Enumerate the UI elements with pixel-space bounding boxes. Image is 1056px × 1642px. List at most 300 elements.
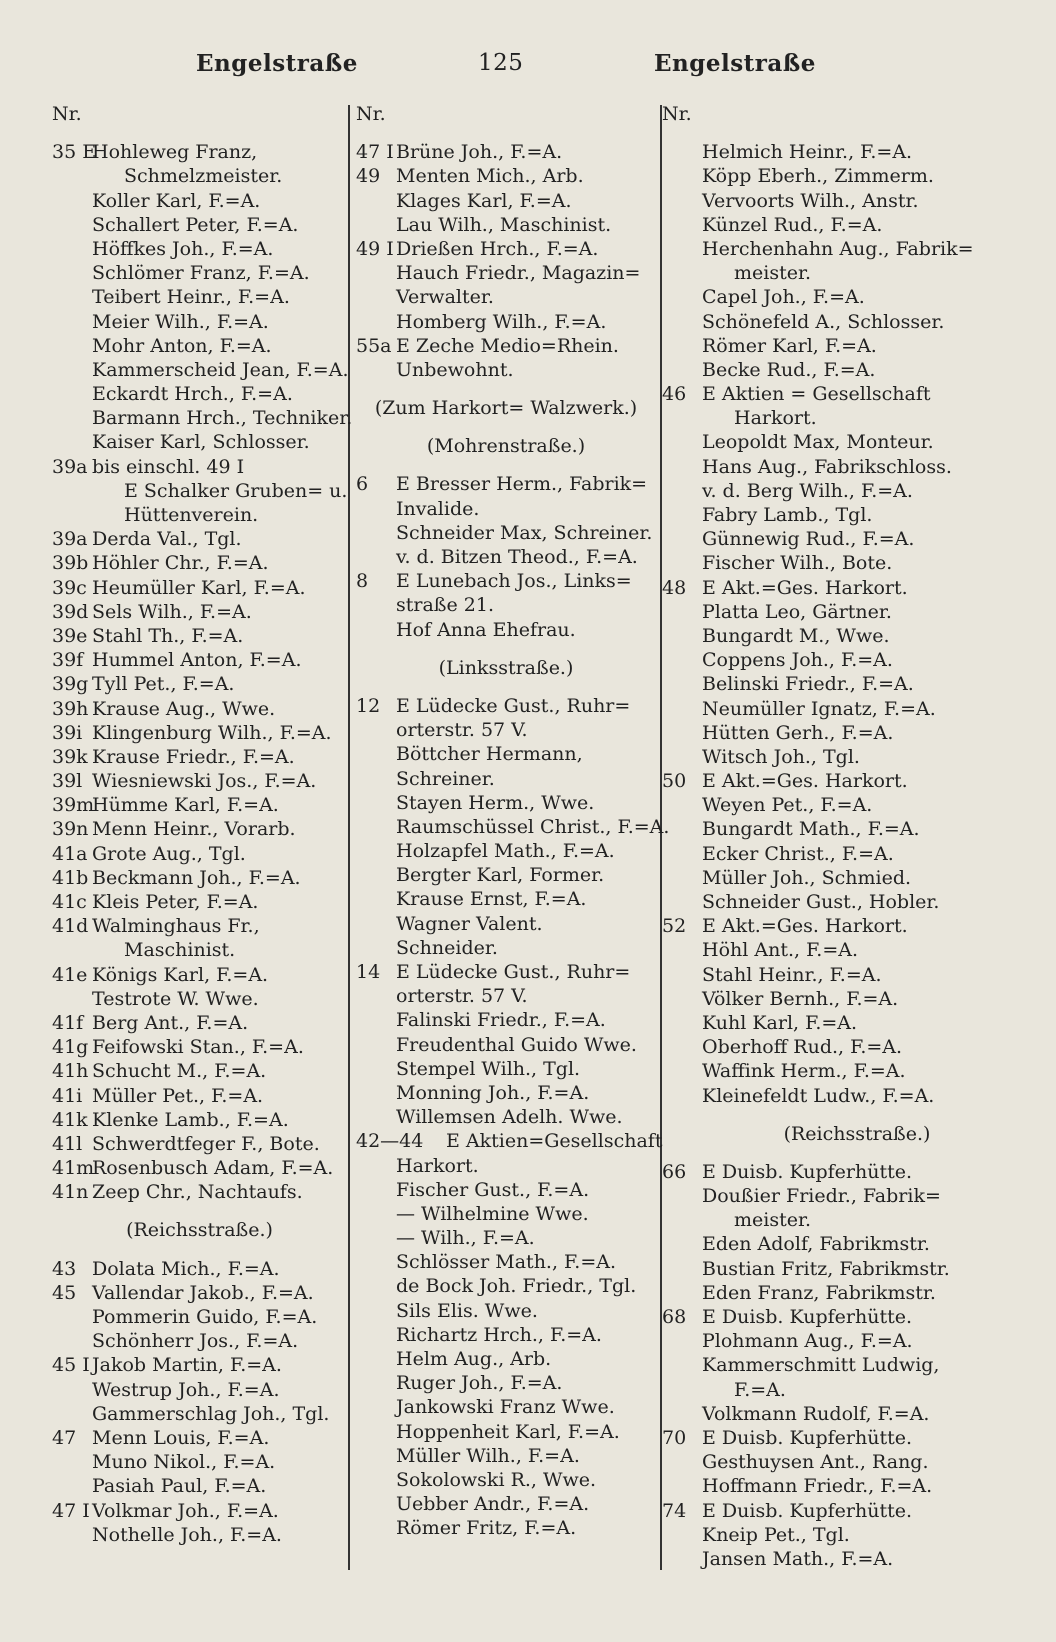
directory-entry — [52, 503, 347, 527]
directory-entry — [662, 938, 1052, 962]
directory-entry — [356, 1299, 656, 1323]
entry-text: Kammerscheid Jean, F.=A. — [92, 358, 349, 381]
directory-entry — [356, 912, 656, 936]
entry-text: Römer Karl, F.=A. — [702, 334, 877, 357]
entry-text: orterstr. 57 V. — [396, 719, 528, 742]
entry-text: Homberg Wilh., F.=A. — [396, 310, 607, 333]
directory-entry — [52, 1474, 347, 1498]
house-number: 46 — [662, 383, 687, 406]
entry-text: Eckardt Hrch., F.=A. — [92, 383, 293, 406]
directory-entry — [356, 569, 656, 593]
directory-entry — [52, 624, 347, 648]
entry-text: E Schalker Gruben= u. — [124, 479, 348, 502]
directory-entry — [52, 1499, 347, 1523]
directory-entry — [662, 745, 1052, 769]
entry-text: Jansen Math., F.=A. — [702, 1547, 894, 1570]
directory-entry — [662, 1232, 1052, 1256]
entry-text: Meier Wilh., F.=A. — [92, 310, 269, 333]
directory-entry — [356, 545, 656, 569]
directory-entry — [356, 936, 656, 960]
entry-text: Grote Aug., Tgl. — [92, 842, 246, 865]
entry-text: Jakob Martin, F.=A. — [92, 1354, 282, 1377]
entry-text: Böttcher Hermann, — [396, 743, 583, 766]
entry-text: Hohleweg Franz, — [92, 141, 258, 164]
entry-text: Kneip Pet., Tgl. — [702, 1523, 850, 1546]
directory-entry — [356, 984, 656, 1008]
house-number: 74 — [662, 1499, 687, 1522]
entry-text: Schneider Gust., Hobler. — [702, 891, 940, 913]
entry-text: E Aktien=Gesellschaft — [446, 1130, 663, 1153]
house-number: 39m — [52, 794, 95, 817]
directory-entry — [662, 479, 1052, 503]
entry-text: Ecker Christ., F.=A. — [702, 842, 894, 865]
house-number: 39f — [52, 649, 84, 672]
entry-text: Raumschüssel Christ., F.=A. — [396, 815, 670, 838]
house-number: 47 — [52, 1426, 77, 1449]
entry-text: Höhl Ant., F.=A. — [702, 939, 859, 962]
entry-text: E Lüdecke Gust., Ruhr= — [396, 694, 631, 717]
directory-entry — [52, 213, 347, 237]
directory-entry — [356, 593, 656, 617]
entry-text: Köpp Eberh., Zimmerm. — [702, 165, 934, 188]
entry-text: Eden Franz, Fabrikmstr. — [702, 1281, 936, 1304]
entry-text: Schneider Max, Schreiner. — [396, 521, 653, 544]
directory-entry — [52, 1281, 347, 1305]
house-number: 41e — [52, 963, 88, 986]
directory-entry — [52, 551, 347, 575]
entry-text: Kleis Peter, F.=A. — [92, 891, 259, 913]
directory-entry — [356, 1250, 656, 1274]
entry-text: Kaiser Karl, Schlosser. — [92, 431, 310, 454]
entry-text: Sils Elis. Wwe. — [396, 1299, 538, 1322]
directory-entry — [356, 1323, 656, 1347]
entry-text: Helmich Heinr., F.=A. — [702, 141, 913, 164]
entry-text: Pasiah Paul, F.=A. — [92, 1475, 267, 1498]
entry-text: Volkmar Joh., F.=A. — [92, 1499, 279, 1522]
directory-entry — [52, 793, 347, 817]
directory-entry — [662, 1208, 1052, 1232]
entry-text: Mohr Anton, F.=A. — [92, 334, 272, 357]
directory-entry — [662, 285, 1052, 309]
directory-entry — [52, 1402, 347, 1426]
entry-text: Schlösser Math., F.=A. — [396, 1251, 616, 1274]
entry-text: Vervoorts Wilh., Anstr. — [702, 189, 919, 212]
house-number: 39n — [52, 818, 89, 841]
entry-text: (Reichsstraße.) — [783, 1122, 931, 1145]
entry-text: Falinski Friedr., F.=A. — [396, 1009, 606, 1032]
directory-entry — [356, 1516, 656, 1540]
house-number: 8 — [356, 570, 369, 593]
directory-entry — [52, 745, 347, 769]
column-header: Nr. — [662, 103, 692, 125]
entry-text: meister. — [734, 262, 812, 285]
directory-entry — [52, 600, 347, 624]
entry-text: Klages Karl, F.=A. — [396, 189, 572, 212]
directory-entry — [662, 1305, 1052, 1329]
directory-entry — [52, 1011, 347, 1035]
directory-entry — [52, 1329, 347, 1353]
house-number: 41l — [52, 1132, 83, 1155]
directory-entry — [662, 1378, 1052, 1402]
entry-text: Beckmann Joh., F.=A. — [92, 866, 301, 889]
house-number: 41b — [52, 866, 89, 889]
entry-text: Krause Aug., Wwe. — [92, 697, 276, 720]
entry-text: E Akt.=Ges. Harkort. — [702, 770, 908, 793]
entry-text: Hümme Karl, F.=A. — [92, 794, 279, 817]
directory-entry — [662, 1547, 1052, 1571]
directory-entry — [356, 618, 656, 642]
directory-entry — [662, 963, 1052, 987]
entry-text: Feifowski Stan., F.=A. — [92, 1036, 304, 1059]
spacer — [52, 1204, 347, 1218]
directory-entry — [662, 1426, 1052, 1450]
directory-entry — [52, 285, 347, 309]
house-number: 41g — [52, 1036, 89, 1059]
entry-text: (Zum Harkort= Walzwerk.) — [374, 397, 638, 420]
entry-text: Eden Adolf, Fabrikmstr. — [702, 1233, 930, 1256]
entry-text: Stayen Herm., Wwe. — [396, 791, 595, 814]
directory-entry — [356, 1347, 656, 1371]
column-3 — [662, 102, 1052, 1571]
entry-text: v. d. Bitzen Theod., F.=A. — [396, 546, 638, 568]
directory-entry — [662, 1035, 1052, 1059]
directory-entry — [52, 430, 347, 454]
directory-entry — [662, 358, 1052, 382]
directory-entry — [52, 769, 347, 793]
entry-text: Klenke Lamb., F.=A. — [92, 1108, 289, 1131]
directory-entry — [52, 576, 347, 600]
entry-text: meister. — [734, 1209, 812, 1232]
entry-text: Berg Ant., F.=A. — [92, 1011, 249, 1034]
entry-text: Waffink Herm., F.=A. — [702, 1060, 906, 1083]
house-number: 41h — [52, 1060, 89, 1083]
house-number: 41k — [52, 1108, 88, 1131]
directory-entry — [662, 648, 1052, 672]
house-number: 52 — [662, 915, 687, 938]
directory-entry — [662, 527, 1052, 551]
entry-text: Herchenhahn Aug., Fabrik= — [702, 237, 974, 260]
directory-entry — [52, 1450, 347, 1474]
directory-entry — [52, 310, 347, 334]
directory-entry — [356, 1468, 656, 1492]
house-number: 45 I — [52, 1354, 90, 1377]
house-number: 70 — [662, 1426, 687, 1449]
entry-text: Westrup Joh., F.=A. — [92, 1378, 280, 1401]
entry-text: Drießen Hrch., F.=A. — [396, 237, 599, 260]
house-number: 42—44 — [356, 1130, 424, 1153]
entry-text: Hoppenheit Karl, F.=A. — [396, 1420, 620, 1443]
spacer — [662, 1108, 1052, 1122]
directory-entry — [52, 1132, 347, 1156]
directory-entry — [356, 472, 656, 496]
entry-text: Müller Wilh., F.=A. — [396, 1444, 580, 1467]
street-heading — [52, 1218, 347, 1242]
entry-text: Ruger Joh., F.=A. — [396, 1372, 563, 1395]
running-head-left: Engelstraße — [196, 50, 358, 77]
directory-entry — [356, 497, 656, 521]
house-number: 45 — [52, 1281, 77, 1304]
entry-text: Schönherr Jos., F.=A. — [92, 1330, 299, 1353]
entry-text: Fabry Lamb., Tgl. — [702, 504, 873, 526]
entry-text: Verwalter. — [396, 286, 494, 309]
directory-entry — [52, 914, 347, 938]
entry-text: Höhler Chr., F.=A. — [92, 552, 269, 575]
entry-text: Hof Anna Ehefrau. — [396, 618, 576, 641]
house-number: 41d — [52, 915, 89, 938]
house-number: 39c — [52, 576, 87, 599]
column-header: Nr. — [356, 103, 386, 125]
directory-entry — [662, 866, 1052, 890]
directory-entry — [662, 406, 1052, 430]
house-number: 41i — [52, 1084, 83, 1107]
entry-text: Volkmann Rudolf, F.=A. — [702, 1402, 930, 1425]
entry-text: Plohmann Aug., F.=A. — [702, 1330, 913, 1353]
entry-text: Becke Rud., F.=A. — [702, 358, 876, 381]
house-number: 55a — [356, 334, 392, 357]
house-number: 68 — [662, 1306, 687, 1328]
house-number: 39a — [52, 455, 88, 478]
directory-entry — [356, 189, 656, 213]
directory-entry — [52, 1059, 347, 1083]
entry-text: Schmelzmeister. — [124, 165, 283, 188]
entry-text: (Linksstraße.) — [438, 656, 574, 679]
directory-entry — [662, 1160, 1052, 1184]
entry-text: Walminghaus Fr., — [92, 915, 260, 938]
directory-entry — [356, 1444, 656, 1468]
entry-text: Heumüller Karl, F.=A. — [92, 576, 306, 599]
entry-text: Höffkes Joh., F.=A. — [92, 237, 274, 260]
directory-entry — [52, 721, 347, 745]
house-number: 39g — [52, 673, 89, 696]
entry-text: E Duisb. Kupferhütte. — [702, 1306, 913, 1328]
directory-entry — [662, 697, 1052, 721]
house-number: 35 E — [52, 141, 97, 164]
entry-text: Stahl Th., F.=A. — [92, 624, 244, 647]
page-number: 125 — [478, 50, 524, 76]
directory-entry — [662, 987, 1052, 1011]
entry-text: E Akt.=Ges. Harkort. — [702, 576, 908, 599]
entry-text: straße 21. — [396, 594, 494, 617]
directory-entry — [662, 914, 1052, 938]
entry-text: Leopoldt Max, Monteur. — [702, 431, 934, 454]
entry-text: Kammerschmitt Ludwig, — [702, 1354, 940, 1377]
directory-entry — [52, 1035, 347, 1059]
house-number: 12 — [356, 694, 381, 717]
house-number: 50 — [662, 770, 687, 793]
entry-text: Vallendar Jakob., F.=A. — [92, 1281, 314, 1304]
directory-entry — [356, 1420, 656, 1444]
entry-text: Weyen Pet., F.=A. — [702, 794, 873, 817]
directory-entry — [52, 455, 347, 479]
entry-text: Kuhl Karl, F.=A. — [702, 1011, 858, 1034]
entry-text: Holzapfel Math., F.=A. — [396, 840, 615, 863]
entry-text: Wiesniewski Jos., F.=A. — [92, 770, 317, 793]
entry-text: E Zeche Medio=Rhein. — [396, 334, 619, 357]
entry-text: Witsch Joh., Tgl. — [702, 745, 860, 768]
directory-entry — [662, 769, 1052, 793]
entry-text: Krause Friedr., F.=A. — [92, 745, 295, 768]
directory-entry — [356, 1395, 656, 1419]
directory-entry — [356, 718, 656, 742]
directory-entry — [52, 358, 347, 382]
entry-text: Künzel Rud., F.=A. — [702, 213, 883, 236]
directory-entry — [356, 839, 656, 863]
house-number: 66 — [662, 1160, 687, 1183]
spacer — [356, 642, 656, 656]
directory-entry — [662, 1329, 1052, 1353]
directory-entry — [662, 164, 1052, 188]
directory-entry — [662, 1059, 1052, 1083]
directory-entry — [662, 721, 1052, 745]
directory-entry — [662, 1084, 1052, 1108]
house-number: 39e — [52, 624, 88, 647]
street-heading — [356, 434, 656, 458]
directory-entry — [662, 213, 1052, 237]
page-header — [0, 50, 1056, 90]
entry-text: E Lüdecke Gust., Ruhr= — [396, 961, 631, 983]
entry-text: Muno Nikol., F.=A. — [92, 1451, 276, 1474]
entry-text: Stahl Heinr., F.=A. — [702, 963, 882, 986]
directory-entry — [662, 624, 1052, 648]
directory-entry — [356, 1154, 656, 1178]
entry-text: Teibert Heinr., F.=A. — [92, 286, 290, 309]
directory-entry — [662, 890, 1052, 914]
directory-entry — [52, 1523, 347, 1547]
entry-text: Helm Aug., Arb. — [396, 1348, 552, 1370]
entry-text: Schwerdtfeger F., Bote. — [92, 1132, 320, 1155]
house-number: 39d — [52, 600, 89, 623]
entry-text: Koller Karl, F.=A. — [92, 189, 261, 212]
directory-entry — [662, 261, 1052, 285]
house-number: 41f — [52, 1011, 84, 1034]
entry-text: Neumüller Ignatz, F.=A. — [702, 697, 936, 720]
entry-text: Menn Heinr., Vorarb. — [92, 818, 296, 841]
entry-text: Stempel Wilh., Tgl. — [396, 1057, 581, 1080]
entry-text: v. d. Berg Wilh., F.=A. — [702, 479, 913, 502]
directory-entry — [52, 987, 347, 1011]
directory-entry — [52, 1108, 347, 1132]
entry-text: Willemsen Adelh. Wwe. — [396, 1106, 623, 1129]
entry-text: E Bresser Herm., Fabrik= — [396, 473, 648, 496]
entry-text: Müller Joh., Schmied. — [702, 866, 912, 889]
entry-text: Bustian Fritz, Fabrikmstr. — [702, 1257, 950, 1280]
entry-text: Völker Bernh., F.=A. — [702, 987, 899, 1010]
house-number: 47 I — [356, 141, 394, 164]
directory-entry — [52, 648, 347, 672]
directory-entry — [356, 1202, 656, 1226]
house-number: 43 — [52, 1257, 77, 1280]
directory-entry — [52, 479, 347, 503]
directory-entry — [356, 1081, 656, 1105]
house-number: 47 I — [52, 1499, 90, 1522]
entry-text: Hauch Friedr., Magazin= — [396, 262, 641, 285]
entry-text: Dolata Mich., F.=A. — [92, 1257, 280, 1280]
entry-text: Hoffmann Friedr., F.=A. — [702, 1475, 933, 1498]
entry-text: E Aktien = Gesellschaft — [702, 383, 931, 406]
entry-text: bis einschl. 49 I — [92, 455, 245, 478]
entry-text: Kleinefeldt Ludw., F.=A. — [702, 1084, 935, 1107]
directory-entry — [662, 503, 1052, 527]
directory-entry — [662, 551, 1052, 575]
house-number: 6 — [356, 473, 369, 496]
house-number: 14 — [356, 961, 381, 983]
house-number: 49 I — [356, 237, 394, 260]
house-number: 39b — [52, 552, 89, 575]
directory-entry — [662, 140, 1052, 164]
entry-text: Monning Joh., F.=A. — [396, 1081, 590, 1104]
entry-text: Oberhoff Rud., F.=A. — [702, 1036, 903, 1059]
entry-text: Günnewig Rud., F.=A. — [702, 528, 915, 551]
directory-entry — [356, 791, 656, 815]
directory-entry — [52, 189, 347, 213]
entry-text: Capel Joh., F.=A. — [702, 286, 865, 309]
entry-text: Rosenbusch Adam, F.=A. — [92, 1157, 334, 1180]
directory-entry — [356, 358, 656, 382]
entry-text: — Wilh., F.=A. — [396, 1227, 535, 1250]
entry-text: Klingenburg Wilh., F.=A. — [92, 721, 332, 744]
directory-entry — [52, 938, 347, 962]
entry-text: Schallert Peter, F.=A. — [92, 213, 299, 236]
directory-entry — [356, 1178, 656, 1202]
directory-entry — [662, 1402, 1052, 1426]
entry-text: orterstr. 57 V. — [396, 985, 528, 1008]
directory-entry — [52, 866, 347, 890]
directory-entry — [52, 164, 347, 188]
directory-entry — [662, 382, 1052, 406]
directory-entry — [52, 1378, 347, 1402]
directory-entry — [662, 1011, 1052, 1035]
entry-text: Hüttenverein. — [124, 504, 259, 526]
directory-entry — [662, 189, 1052, 213]
directory-entry — [52, 237, 347, 261]
directory-entry — [356, 1033, 656, 1057]
directory-entry — [52, 842, 347, 866]
directory-entry — [52, 382, 347, 406]
entry-text: Freudenthal Guido Wwe. — [396, 1033, 637, 1056]
house-number: 41n — [52, 1181, 89, 1204]
entry-text: (Mohrenstraße.) — [426, 435, 586, 458]
directory-entry — [356, 261, 656, 285]
directory-entry — [356, 334, 656, 358]
entry-text: (Reichsstraße.) — [126, 1219, 273, 1242]
entry-text: E Akt.=Ges. Harkort. — [702, 915, 908, 938]
entry-text: Pommerin Guido, F.=A. — [92, 1306, 318, 1328]
entry-text: Hans Aug., Fabrikschloss. — [702, 455, 952, 478]
spacer — [52, 1243, 347, 1257]
entry-text: Invalide. — [396, 497, 480, 520]
directory-entry — [52, 890, 347, 914]
directory-entry — [356, 1226, 656, 1250]
spacer — [356, 458, 656, 472]
directory-entry — [356, 140, 656, 164]
directory-entry — [356, 1492, 656, 1516]
directory-entry — [662, 1281, 1052, 1305]
entry-text: E Lunebach Jos., Links= — [396, 570, 632, 593]
entry-text: Bungardt M., Wwe. — [702, 624, 890, 647]
entry-text: Doußier Friedr., Fabrik= — [702, 1185, 941, 1208]
entry-text: Müller Pet., F.=A. — [92, 1084, 264, 1107]
directory-entry — [662, 672, 1052, 696]
directory-entry — [52, 406, 353, 430]
entry-text: Maschinist. — [124, 939, 236, 962]
entry-text: Fischer Wilh., Bote. — [702, 552, 893, 575]
entry-text: Lau Wilh., Maschinist. — [396, 213, 612, 236]
directory-entry — [356, 521, 656, 545]
entry-text: Schönefeld A., Schlosser. — [702, 310, 945, 333]
directory-entry — [356, 694, 656, 718]
column-header: Nr. — [52, 103, 82, 125]
directory-entry — [356, 164, 656, 188]
